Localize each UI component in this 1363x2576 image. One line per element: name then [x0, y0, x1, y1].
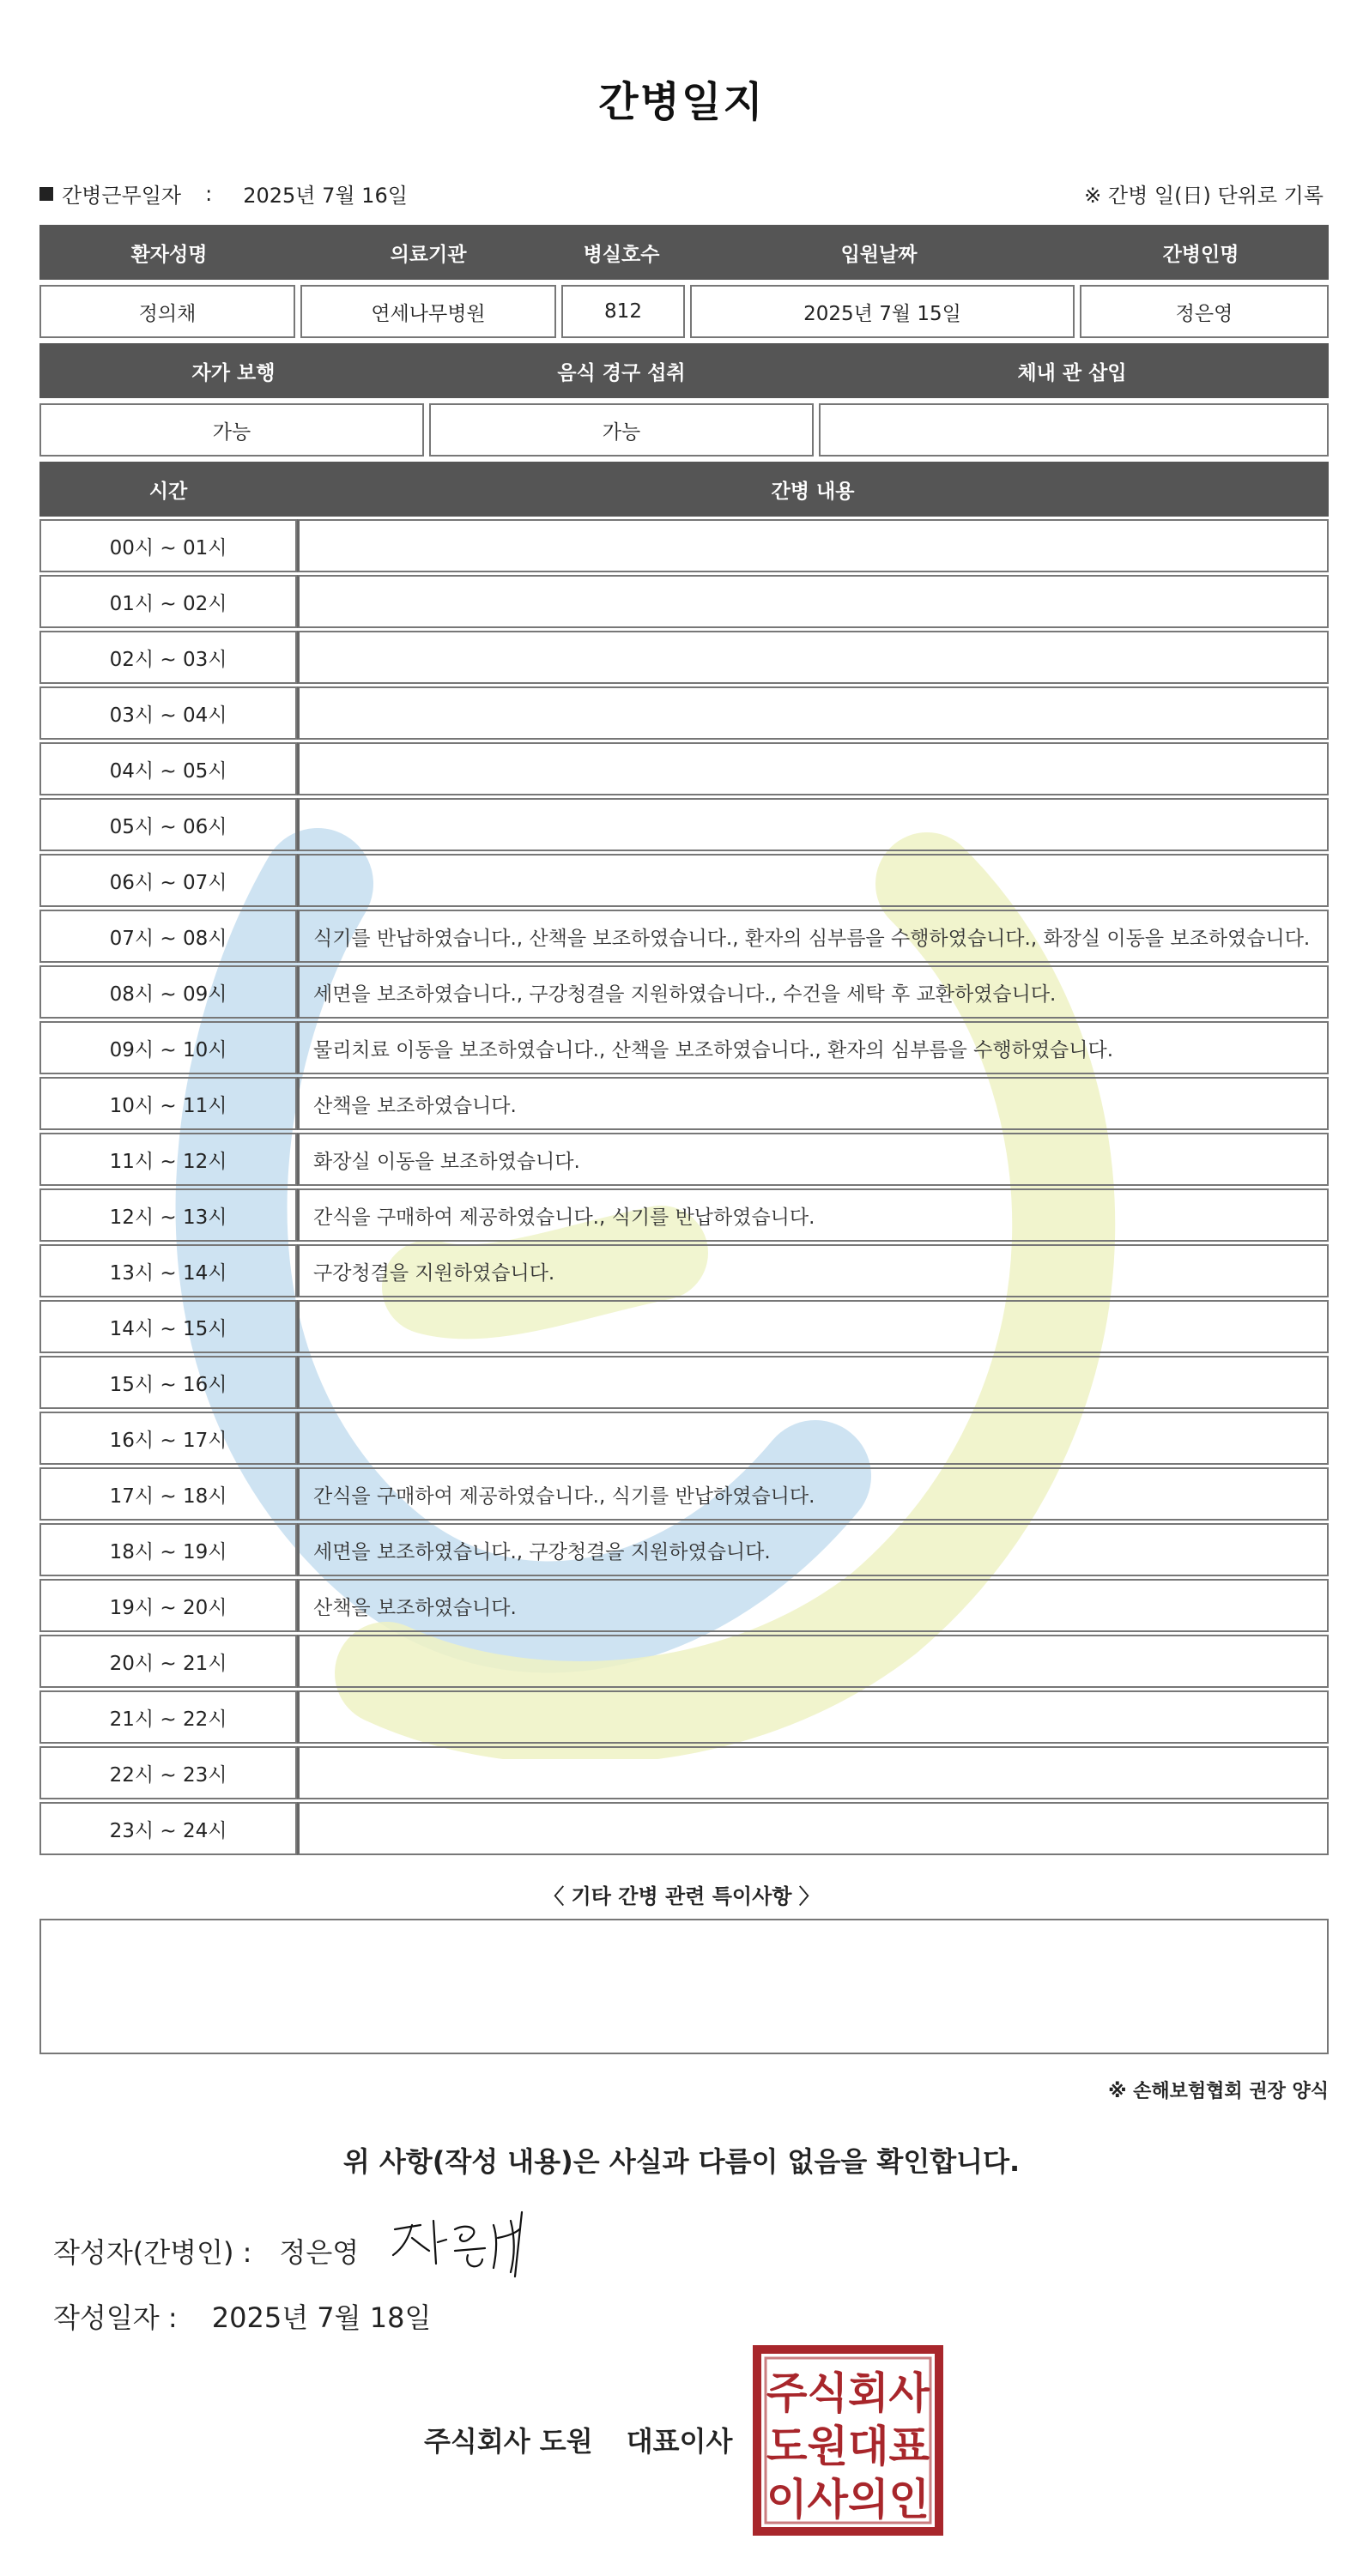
header-caregiver: 간병인명 — [1162, 243, 1239, 266]
log-time-cell: 17시 ~ 18시 — [39, 1467, 297, 1521]
writer-line — [53, 2231, 359, 2271]
recommend-note: ※ 손해보험협회 권장 양식 — [1108, 2081, 1329, 2102]
log-time-cell: 19시 ~ 20시 — [39, 1579, 297, 1632]
log-row — [39, 1635, 1329, 1688]
log-time-cell: 23시 ~ 24시 — [39, 1802, 297, 1855]
log-row — [39, 854, 1329, 907]
log-content-cell — [297, 1746, 1329, 1799]
log-time-cell: 22시 ~ 23시 — [39, 1746, 297, 1799]
care-log-table — [39, 462, 1329, 1855]
log-row — [39, 1133, 1329, 1186]
ability-header-row — [39, 343, 1329, 398]
signature — [386, 2204, 541, 2281]
log-row — [39, 1300, 1329, 1353]
log-row — [39, 910, 1329, 963]
ability-data-row — [39, 403, 1329, 457]
header-admission-date: 입원날짜 — [840, 243, 918, 266]
other-notes-box — [39, 1919, 1329, 2054]
log-time-cell: 16시 ~ 17시 — [39, 1412, 297, 1465]
hospital-name: 연세나무병원 — [300, 285, 556, 338]
log-time-cell: 11시 ~ 12시 — [39, 1133, 297, 1186]
log-row — [39, 1579, 1329, 1632]
other-notes-title: 〈 기타 간병 관련 특이사항 〉 — [543, 1884, 820, 1908]
log-row — [39, 1523, 1329, 1576]
log-time-cell: 14시 ~ 15시 — [39, 1300, 297, 1353]
company-name: 주식회사 도원 — [424, 2425, 593, 2458]
log-time-cell: 06시 ~ 07시 — [39, 854, 297, 907]
log-row — [39, 686, 1329, 740]
log-time-cell: 01시 ~ 02시 — [39, 575, 297, 628]
log-content-cell — [297, 742, 1329, 795]
log-row — [39, 798, 1329, 851]
log-content-cell — [297, 798, 1329, 851]
written-date-value: 2025년 7월 18일 — [211, 2301, 432, 2334]
svg-text:주식회사: 주식회사 — [766, 2368, 930, 2418]
log-time-cell: 21시 ~ 22시 — [39, 1690, 297, 1744]
log-content-cell — [297, 1412, 1329, 1465]
log-rows — [39, 519, 1329, 1855]
log-content-cell — [297, 631, 1329, 684]
log-row — [39, 631, 1329, 684]
log-content-cell: 세면을 보조하였습니다., 구강청결을 지원하였습니다. — [297, 1523, 1329, 1576]
log-row — [39, 1412, 1329, 1465]
log-content-cell: 세면을 보조하였습니다., 구강청결을 지원하였습니다., 수건을 세탁 후 교환하였습니다. — [297, 965, 1329, 1019]
admission-date: 2025년 7월 15일 — [690, 285, 1075, 338]
log-row — [39, 1690, 1329, 1744]
header-care-content: 간병 내용 — [771, 480, 855, 503]
confirm-statement: 위 사항(작성 내용)은 사실과 다름이 없음을 확인합니다. — [342, 2145, 1021, 2178]
patient-info-table — [39, 225, 1329, 338]
written-date-label: 작성일자 : — [53, 2301, 178, 2334]
svg-text:도원대표: 도원대표 — [766, 2422, 930, 2471]
oral-intake-value: 가능 — [429, 403, 814, 457]
log-time-cell: 08시 ~ 09시 — [39, 965, 297, 1019]
caregiver-name: 정은영 — [1080, 285, 1329, 338]
log-content-cell: 식기를 반납하였습니다., 산책을 보조하였습니다., 환자의 심부름을 수행하였습니다., 화장실 이동을 보조하였습니다. — [297, 910, 1329, 963]
log-row — [39, 1356, 1329, 1409]
writer-name: 정은영 — [279, 2236, 360, 2269]
log-time-cell: 03시 ~ 04시 — [39, 686, 297, 740]
log-content-cell — [297, 519, 1329, 572]
log-time-cell: 13시 ~ 14시 — [39, 1244, 297, 1297]
log-content-cell: 간식을 구매하여 제공하였습니다., 식기를 반납하였습니다. — [297, 1188, 1329, 1242]
ability-table — [39, 343, 1329, 457]
work-date-value: 2025년 7월 16일 — [243, 184, 408, 208]
svg-text:이사의인: 이사의인 — [766, 2475, 930, 2525]
header-hospital: 의료기관 — [390, 243, 467, 266]
log-header-row — [39, 462, 1329, 517]
log-content-cell — [297, 1635, 1329, 1688]
log-content-cell: 구강청결을 지원하였습니다. — [297, 1244, 1329, 1297]
log-row — [39, 1746, 1329, 1799]
header-room: 병실호수 — [583, 243, 660, 266]
log-time-cell: 05시 ~ 06시 — [39, 798, 297, 851]
log-row — [39, 1467, 1329, 1521]
bullet-square-icon — [39, 187, 53, 201]
log-time-cell: 09시 ~ 10시 — [39, 1021, 297, 1074]
log-content-cell: 산책을 보조하였습니다. — [297, 1579, 1329, 1632]
record-unit-note: ※ 간병 일(日) 단위로 기록 — [1084, 184, 1324, 208]
header-tube-insertion: 체내 관 삽입 — [1017, 361, 1127, 384]
patient-header-row — [39, 225, 1329, 280]
log-content-cell — [297, 1356, 1329, 1409]
log-time-cell: 07시 ~ 08시 — [39, 910, 297, 963]
log-row — [39, 1188, 1329, 1242]
log-row — [39, 1802, 1329, 1855]
log-time-cell: 20시 ~ 21시 — [39, 1635, 297, 1688]
log-content-cell: 간식을 구매하여 제공하였습니다., 식기를 반납하였습니다. — [297, 1467, 1329, 1521]
log-time-cell: 02시 ~ 03시 — [39, 631, 297, 684]
log-row — [39, 742, 1329, 795]
log-row — [39, 519, 1329, 572]
log-time-cell: 18시 ~ 19시 — [39, 1523, 297, 1576]
log-row — [39, 1077, 1329, 1130]
log-row — [39, 1244, 1329, 1297]
log-content-cell — [297, 1300, 1329, 1353]
log-content-cell: 물리치료 이동을 보조하였습니다., 산책을 보조하였습니다., 환자의 심부름을 수행하였습니다. — [297, 1021, 1329, 1074]
patient-data-row — [39, 285, 1329, 338]
work-date-label: 간병근무일자 — [62, 184, 182, 208]
work-date-separator: : — [205, 181, 213, 206]
log-content-cell — [297, 575, 1329, 628]
log-time-cell: 10시 ~ 11시 — [39, 1077, 297, 1130]
header-time: 시간 — [148, 480, 188, 503]
written-date-line — [53, 2296, 431, 2336]
work-date — [39, 178, 408, 209]
header-oral-intake: 음식 경구 섭취 — [557, 361, 686, 384]
log-time-cell: 15시 ~ 16시 — [39, 1356, 297, 1409]
log-time-cell: 12시 ~ 13시 — [39, 1188, 297, 1242]
room-number: 812 — [561, 285, 685, 338]
log-content-cell — [297, 686, 1329, 740]
log-content-cell — [297, 1802, 1329, 1855]
walking-value: 가능 — [39, 403, 424, 457]
representative-title: 대표이사 — [626, 2425, 733, 2458]
patient-name: 정의채 — [39, 285, 295, 338]
log-row — [39, 575, 1329, 628]
log-time-cell: 04시 ~ 05시 — [39, 742, 297, 795]
writer-label: 작성자(간병인) : — [53, 2236, 252, 2269]
log-content-cell: 산책을 보조하였습니다. — [297, 1077, 1329, 1130]
company-seal — [752, 2344, 944, 2537]
log-row — [39, 965, 1329, 1019]
company-line — [424, 2420, 732, 2459]
header-patient-name: 환자성명 — [130, 243, 208, 266]
log-row — [39, 1021, 1329, 1074]
log-content-cell — [297, 854, 1329, 907]
log-content-cell: 화장실 이동을 보조하였습니다. — [297, 1133, 1329, 1186]
page-title: 간병일지 — [598, 78, 765, 126]
log-time-cell: 00시 ~ 01시 — [39, 519, 297, 572]
tube-insertion-value — [819, 403, 1329, 457]
log-content-cell — [297, 1690, 1329, 1744]
header-walking: 자가 보행 — [191, 361, 276, 384]
